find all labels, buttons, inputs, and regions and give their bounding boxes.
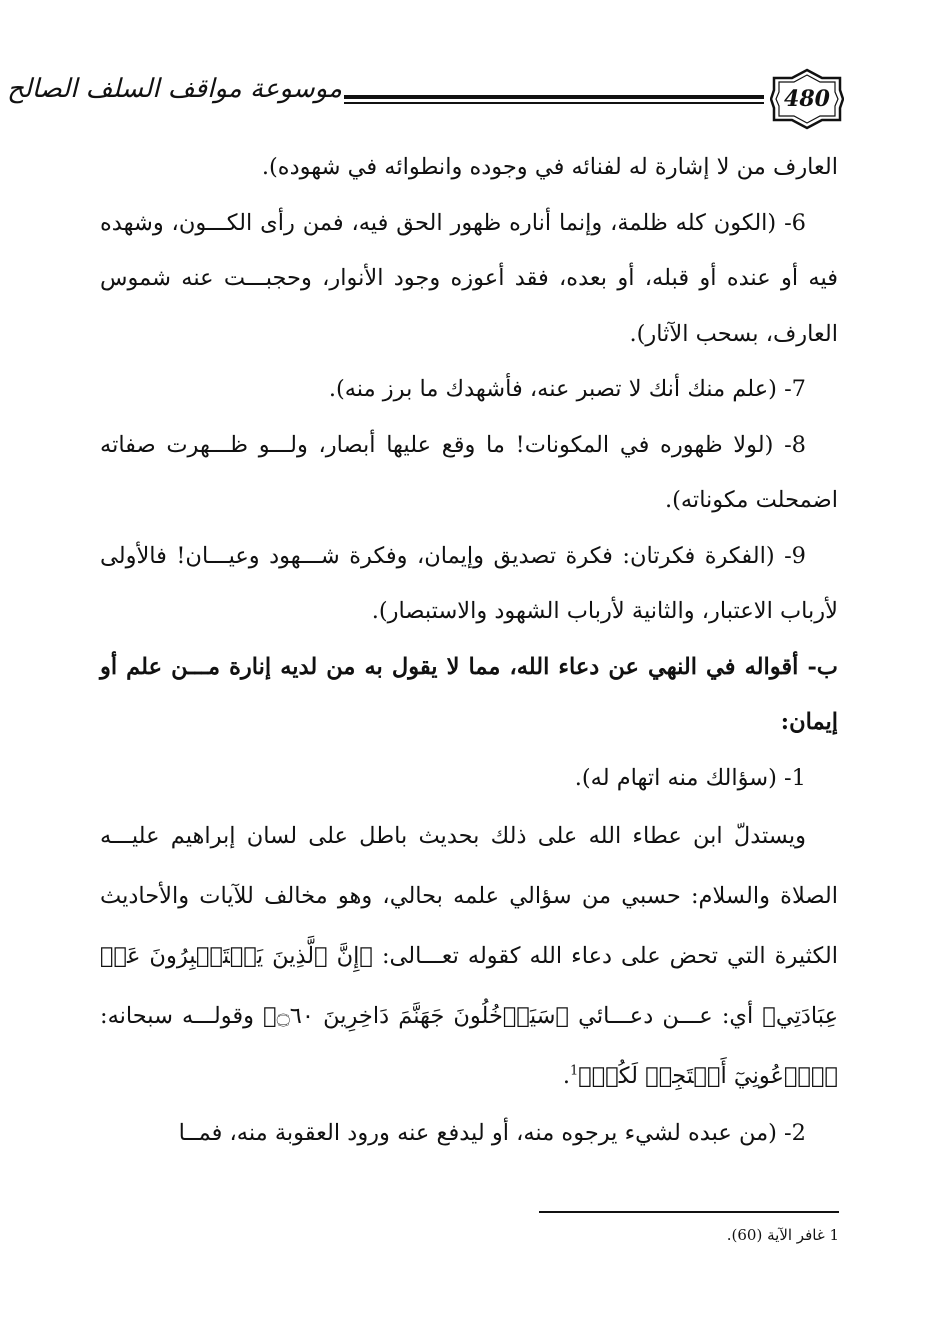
- paragraph-item-2: 2- (من عبده لشيء يرجوه منه، أو ليدفع عنه ورود العقوبة منه، فمــا: [178, 1120, 806, 1146]
- paragraph-item-6: 6- (الكون كله ظلمة، وإنما أناره ظهور الحق فيه، فمن رأى الكـــون، وشهده فيه أو عنده أو قبله، أو بعده، فقد أعوزه وجود الأنوار، وحجبـــت عنه شموس العارف، بسحب الآثار).: [100, 209, 838, 347]
- paragraph-item-8: 8- (لولا ظهوره في المكونات! ما وقع عليها أبصار، ولـــو ظـــهرت صفاته اضمحلت مكوناته).: [100, 431, 838, 513]
- section-heading: ب- أقواله في النهي عن دعاء الله، مما لا يقول به من لديه إنارة مـــن علم أو إيمان:: [100, 653, 838, 735]
- header-rule: [344, 93, 764, 105]
- page-number-badge: [770, 68, 844, 130]
- paragraph-item-7: 7- (علم منك أنك لا تصبر عنه، فأشهدك ما برز منه).: [328, 376, 806, 402]
- paragraph-continuation: العارف من لا إشارة له لفنائه في وجوده وانطوائه في شهوده).: [261, 154, 838, 180]
- paragraph-item-1: 1- (سؤالك منه اتهام له).: [574, 764, 806, 791]
- footnote-reference[interactable]: 1: [569, 1063, 579, 1079]
- running-header: [7, 68, 844, 130]
- footnote-entry: 1 غافر الآية (60).: [726, 1226, 839, 1244]
- paragraph-commentary: ويستدلّ ابن عطاء الله على ذلك بحديث باطل على لسان إبراهيم عليـــه الصلاة والسلام: حسبي من سؤالي علمه بحالي، وهو مخالف للآيات والأحاديث الكثيرة التي تحض على دعاء الله كقوله تعـــالى: ﴿إِنَّ ٱلَّذِينَ يَسۡتَكۡبِرُونَ عَنۡ عِبَادَتِي﴾ أي: عـــن دعـــائي ﴿سَيَدۡخُلُونَ جَهَنَّمَ دَاخِرِينَ ۝٦٠﴾ وقولـــه سبحانه: ﴿ٱدۡعُونِيٓ أَسۡتَجِبۡ لَكُمۡ﴾$^1$.: [100, 823, 838, 1089]
- series-title: موسوعة مواقف السلف الصالح: [7, 74, 342, 104]
- page-number: 480: [784, 86, 830, 112]
- page-body: [100, 140, 838, 1162]
- commentary-text: ويستدلّ ابن عطاء الله على ذلك بحديث باطل على لسان إبراهيم عليـــه الصلاة والسلام: حسبي من سؤالي علمه بحالي، وهو مخالف للآيات والأحاديث الكثيرة التي تحض على دعاء الله كقوله تعـــالى: ﴿إِنَّ ٱلَّذِينَ يَسۡتَكۡبِرُونَ عَنۡ عِبَادَتِي﴾ أي: عـــن دعـــائي ﴿سَيَدۡخُلُونَ جَهَنَّمَ دَاخِرِينَ ۝٦٠﴾ وقولـــه سبحانه: ﴿ٱدۡعُونِيٓ أَسۡتَجِبۡ لَكُمۡ﴾: [100, 823, 838, 1089]
- paragraph-item-9: 9- (الفكرة فكرتان: فكرة تصديق وإيمان، وفكرة شـــهود وعيـــان! فالأولى لأرباب الاعتبار، والثانية لأرباب الشهود والاستبصار).: [100, 542, 838, 624]
- footnote-separator: [539, 1211, 839, 1213]
